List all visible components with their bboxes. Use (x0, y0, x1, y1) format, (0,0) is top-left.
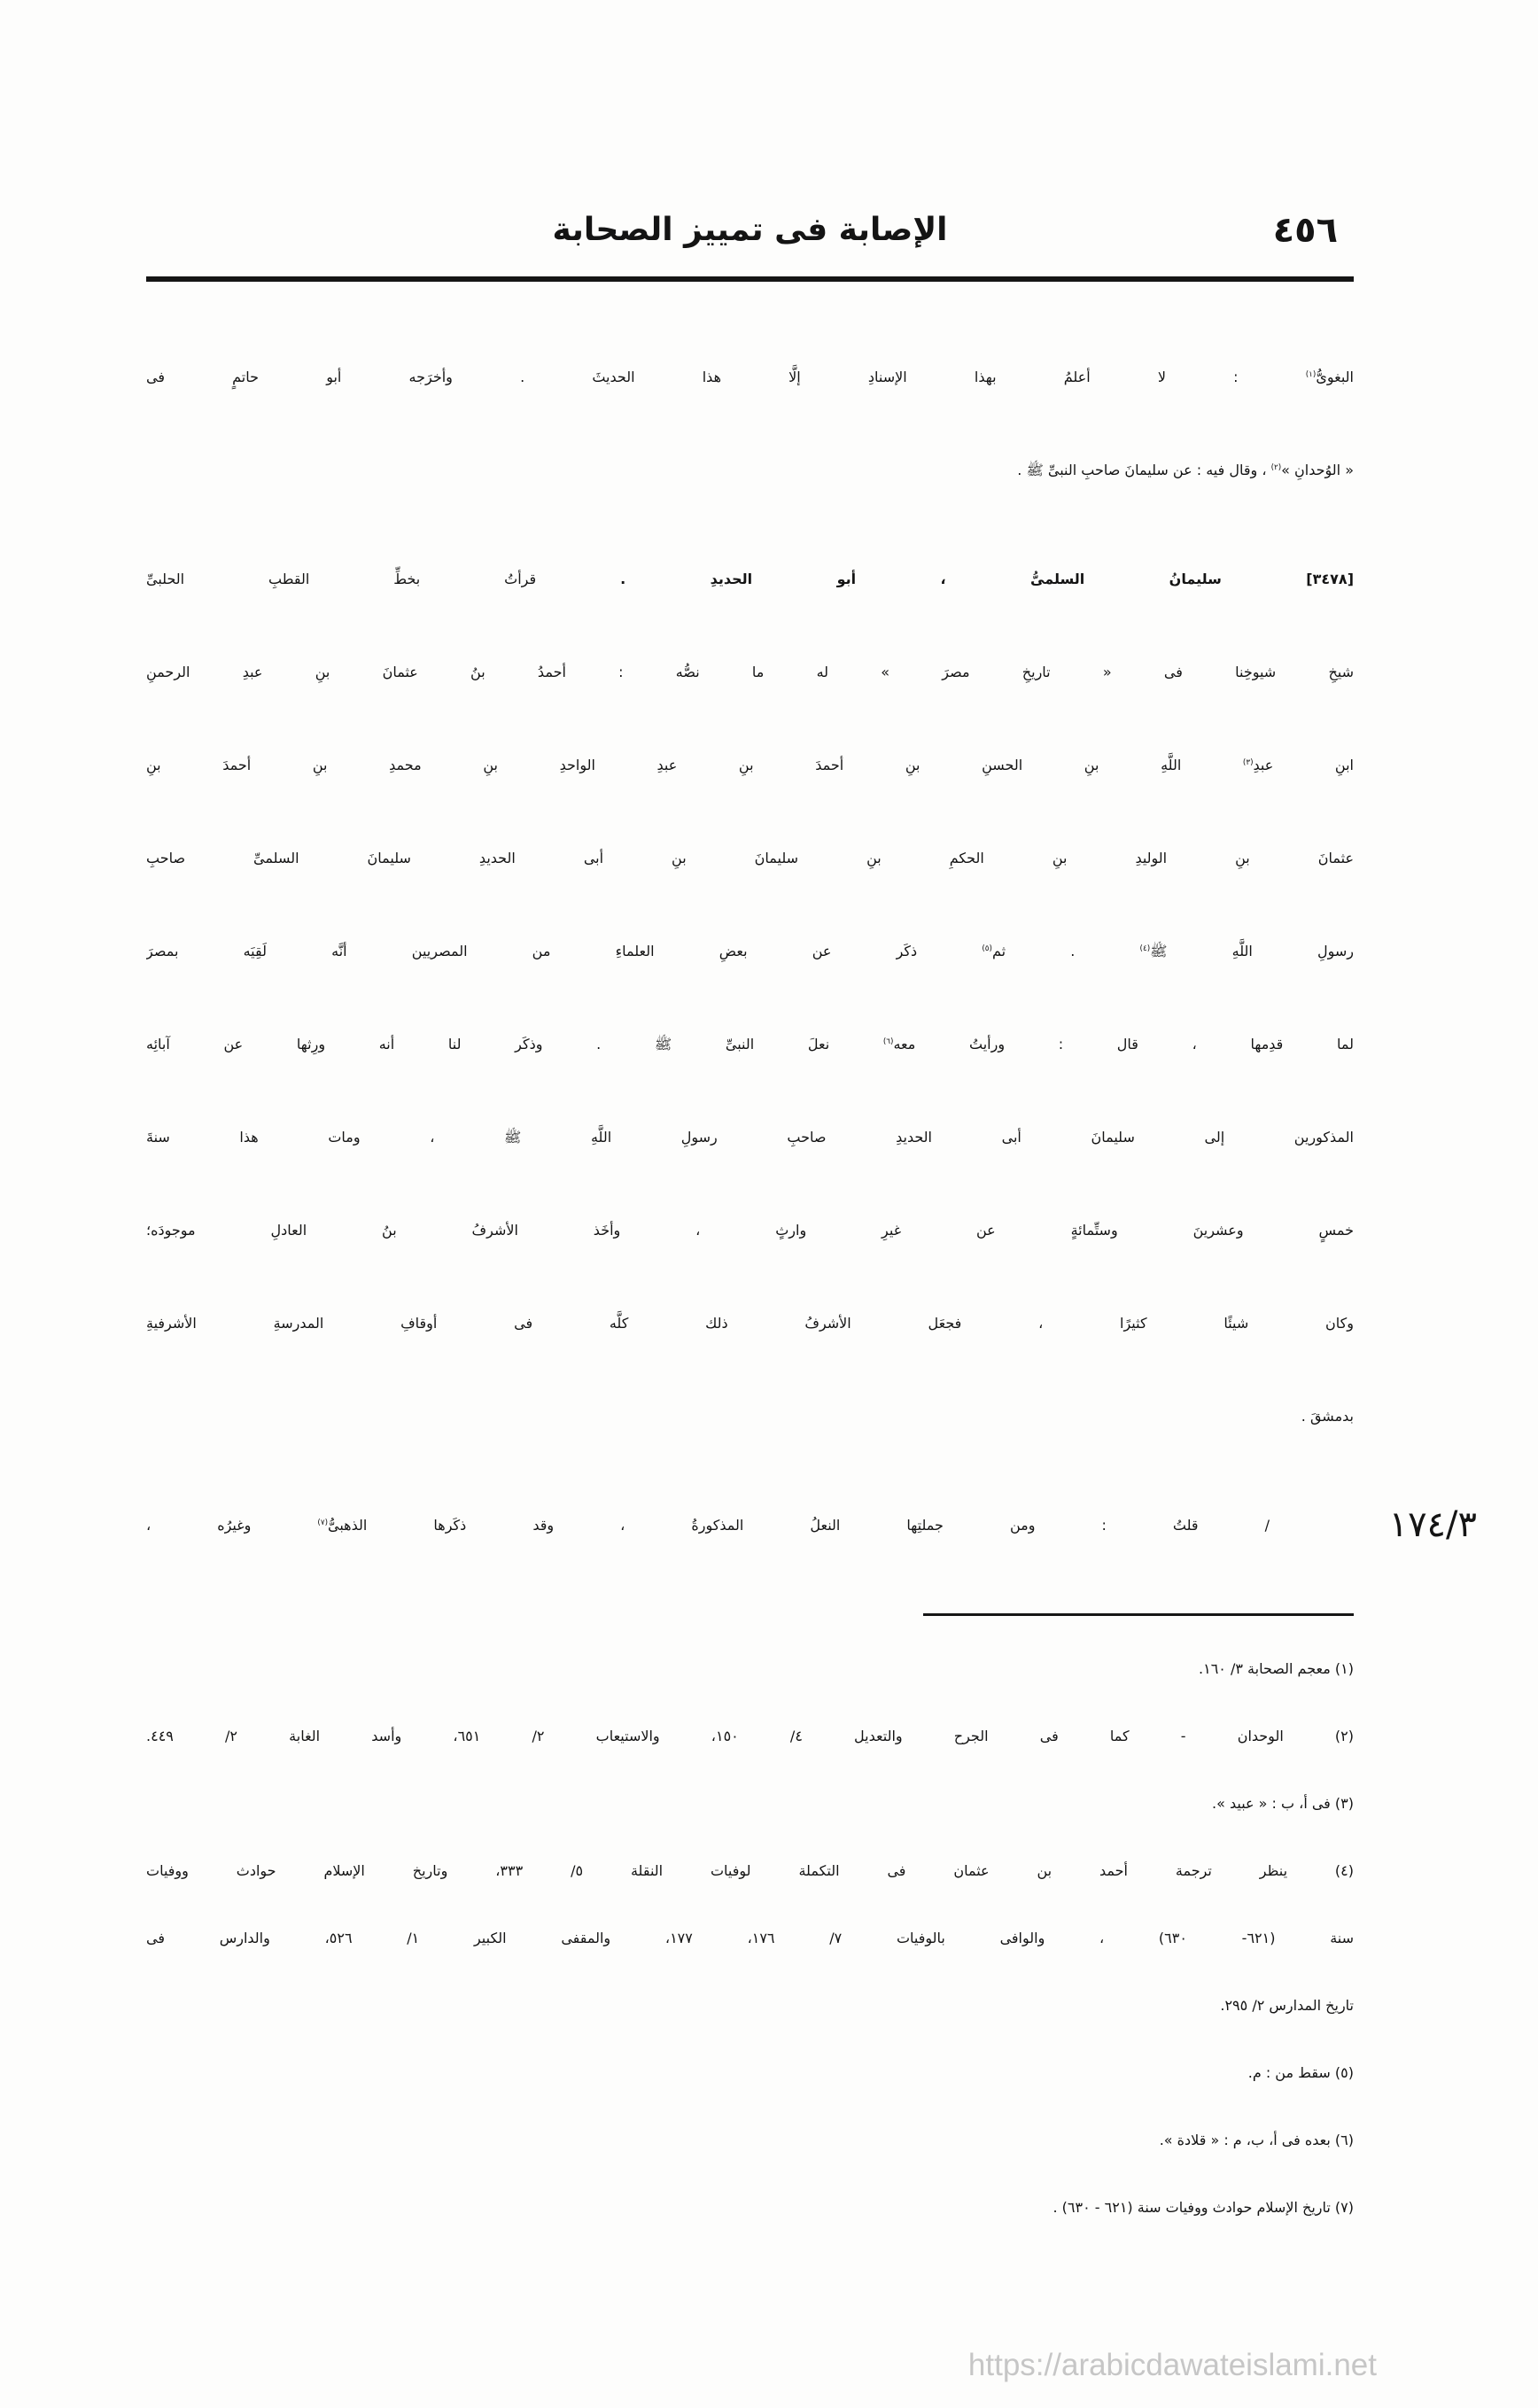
footnote-line: (١) معجم الصحابة ٣/ ١٦٠. (1199, 1660, 1354, 1677)
running-header (146, 202, 1354, 259)
footnote-marker: (٢) (1270, 462, 1282, 472)
footnotes (146, 1635, 1354, 2241)
footnote-line: (٧) تاريخ الإسلام حوادث ووفيات سنة (٦٢١ - ٦٣٠) . (1053, 2199, 1354, 2216)
footnote-marker: (١) (1305, 369, 1317, 379)
footnote-rule (923, 1613, 1354, 1616)
text-segment: « الوُحدانِ » (1281, 462, 1354, 478)
text-segment: خمسٍ وعشرينَ وستِّمائةٍ عن غيرِ وارثٍ ، وأخَذ الأشرفُ بنُ العادلِ موجودَه؛ (146, 1222, 1354, 1239)
text-segment: عثمانَ بنِ الوليدِ بنِ الحكمِ بنِ سليمانَ بنِ أبى الحديدِ سليمانَ السلمىِّ صاحبِ (146, 850, 1354, 866)
text-line (146, 1184, 1354, 1277)
text-line (146, 1479, 1354, 1572)
text-segment: قرأتُ بخطِّ القطبِ الحلبىِّ (146, 571, 621, 587)
footnote-marker: (٧) (317, 1518, 329, 1527)
text-line (146, 998, 1354, 1091)
text-segment: ذكَر عن بعضِ العلماءِ من المصريين أنَّه لَقِيَه بمصرَ (146, 943, 983, 959)
text-line (146, 423, 1354, 517)
main-text (146, 330, 1354, 1572)
footnote-line: سنة (٦٢١- ٦٣٠) ، والوافى بالوفيات ٧/ ١٧٦، ١٧٧، والمقفى الكبير ١/ ٥٢٦، والدارس فى (146, 1930, 1354, 1946)
text-segment: اللَّهِ بنِ الحسنِ بنِ أحمدَ بنِ عبدِ الواحدِ بنِ محمدِ بنِ أحمدَ بنِ (146, 757, 1243, 773)
text-line (146, 1091, 1354, 1184)
text-line (146, 719, 1354, 812)
footnote-line: (٢) الوحدان - كما فى الجرح والتعديل ٤/ ١٥٠، والاستيعاب ٢/ ٦٥١، وأسد الغابة ٢/ ٤٤٩. (146, 1728, 1354, 1744)
text-segment: المذكورين إلى سليمانَ أبى الحديدِ صاحبِ رسولِ اللَّهِ ﷺ ، ومات هذا سنةَ (146, 1129, 1354, 1146)
text-segment: ابنِ عبدِ (1253, 757, 1354, 773)
text-segment: وكان شيئًا كثيرًا ، فجعَل الأشرفُ ذلك كلَّه فى أوقافِ المدرسةِ الأشرفيةِ (146, 1315, 1354, 1332)
footnote-line: (٦) بعده فى أ، ب، م : « قلادة ». (1159, 2132, 1354, 2148)
text-segment: ، وقال فيه : عن سليمانَ صاحبِ النبىِّ ﷺ . (1017, 462, 1271, 478)
text-line (146, 812, 1354, 905)
text-segment: نعلَ النبىِّ ﷺ . وذكَر لنا أنه ورِثها عن آبائِه (146, 1036, 883, 1053)
page-number: ٤٥٦ (1272, 210, 1338, 251)
footnote-line: (٥) سقط من : م. (1247, 2064, 1354, 2081)
text-segment: / قلتُ : ومن جملتِها النعلُ المذكورةُ ، وقد ذكَرها الذهبىُّ (328, 1517, 1270, 1534)
entry-heading: [٣٤٧٨] سليمانُ السلمىُّ ، أبو الحديدِ . (620, 571, 1354, 587)
text-segment: : لا أعلمُ بهذا الإسنادِ إلَّا هذا الحديثَ . وأخرَجه أبو حاتمٍ فى (146, 369, 1306, 385)
text-line (146, 532, 1354, 625)
text-segment: لما قدِمها ، قال : ورأيتُ معه (893, 1036, 1354, 1053)
website-watermark: https://arabicdawateislami.net (967, 2348, 1377, 2382)
text-segment: البغوىُّ (1316, 369, 1354, 385)
text-line (146, 905, 1354, 998)
header-rule (146, 276, 1354, 282)
text-segment: شيخِ شيوخِنا فى « تاريخِ مصرَ » له ما نصُّه : أحمدُ بنُ عثمانَ بنِ عبدِ الرحمنِ (146, 664, 1354, 680)
footnote-marker: (٤) (1139, 944, 1151, 953)
text-line (146, 1277, 1354, 1370)
text-segment: بدمشقَ . (1301, 1408, 1354, 1425)
footnote-marker: (٦) (882, 1037, 894, 1046)
footnote-marker: (٥) (982, 944, 992, 953)
margin-volume-page-note: ١٧٤/٣ (1388, 1504, 1477, 1545)
footnote-line: تاريخ المدارس ٢/ ٢٩٥. (1220, 1997, 1354, 2014)
footnote-line: (٣) فى أ، ب : « عبيد ». (1212, 1795, 1354, 1812)
footnote-marker: (٣) (1242, 757, 1254, 767)
text-line (146, 1370, 1354, 1463)
text-line (146, 330, 1354, 423)
text-segment: . ثم (991, 943, 1140, 959)
text-segment: رسولِ اللَّهِ ﷺ (1150, 943, 1354, 959)
book-title: الإصابة فى تمييز الصحابة (552, 212, 948, 248)
text-line (146, 625, 1354, 719)
footnote-line: (٤) ينظر ترجمة أحمد بن عثمان فى التكملة لوفيات النقلة ٥/ ٣٣٣، وتاريخ الإسلام حوادث ووفيات (146, 1862, 1354, 1879)
text-segment: وغيرُه ، (146, 1517, 318, 1534)
